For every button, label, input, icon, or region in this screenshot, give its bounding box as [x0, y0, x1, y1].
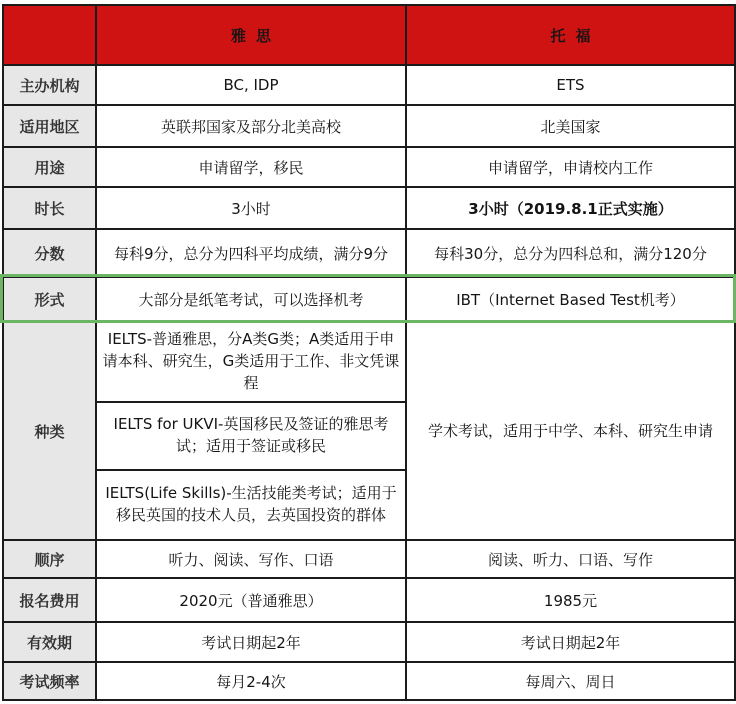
ielts-cell: 3小时: [96, 187, 406, 229]
row-organizer: [3, 65, 735, 105]
row-purpose: [3, 147, 735, 187]
toefl-cell: 1985元: [406, 578, 735, 622]
row-frequency: [3, 662, 735, 700]
row-validity: [3, 622, 735, 662]
ielts-toefl-comparison-table: [2, 4, 736, 701]
ielts-cell: 大部分是纸笔考试，可以选择机考: [96, 277, 406, 322]
header-row: [3, 5, 735, 65]
row-types-1: [3, 322, 735, 402]
row-label: 时长: [3, 187, 96, 229]
row-label: 考试频率: [3, 662, 96, 700]
row-label: 主办机构: [3, 65, 96, 105]
toefl-cell: ETS: [406, 65, 735, 105]
toefl-cell-duration-highlight: 3小时（2019.8.1正式实施）: [406, 187, 735, 229]
row-order: [3, 540, 735, 578]
ielts-type-cell-1: IELTS-普通雅思，分A类G类；A类适用于申请本科、研究生，G类适用于工作、非文凭课程: [96, 322, 406, 402]
row-score: [3, 229, 735, 277]
col-header-toefl: [406, 5, 735, 65]
row-label: 分数: [3, 229, 96, 277]
row-label: 用途: [3, 147, 96, 187]
col-header-ielts-label: 雅思: [230, 26, 281, 45]
ielts-cell: 申请留学，移民: [96, 147, 406, 187]
toefl-cell: 考试日期起2年: [406, 622, 735, 662]
row-label: 有效期: [3, 622, 96, 662]
row-label-types: 种类: [3, 322, 96, 540]
row-format: [3, 277, 735, 322]
row-label: 适用地区: [3, 105, 96, 147]
col-header-toefl-label: 托福: [550, 26, 601, 45]
toefl-cell: 申请留学，申请校内工作: [406, 147, 735, 187]
toefl-cell: 每周六、周日: [406, 662, 735, 700]
row-fee: [3, 578, 735, 622]
toefl-types-cell: 学术考试，适用于中学、本科、研究生申请: [406, 322, 735, 540]
row-label: 形式: [3, 277, 96, 322]
ielts-cell: 每科9分，总分为四科平均成绩，满分9分: [96, 229, 406, 277]
col-header-ielts: [96, 5, 406, 65]
toefl-cell: IBT（Internet Based Test机考）: [406, 277, 735, 322]
row-duration: [3, 187, 735, 229]
ielts-type-cell-3: IELTS(Life Skills)-生活技能类考试；适用于移民英国的技术人员，去英国投资的群体: [96, 470, 406, 540]
ielts-type-cell-2: IELTS for UKVI-英国移民及签证的雅思考试；适用于签证或移民: [96, 402, 406, 470]
toefl-cell: 每科30分，总分为四科总和，满分120分: [406, 229, 735, 277]
corner-cell: [3, 5, 96, 65]
toefl-cell: 阅读、听力、口语、写作: [406, 540, 735, 578]
ielts-cell: 英联邦国家及部分北美高校: [96, 105, 406, 147]
row-label: 报名费用: [3, 578, 96, 622]
ielts-cell: 考试日期起2年: [96, 622, 406, 662]
ielts-cell: 2020元（普通雅思）: [96, 578, 406, 622]
toefl-cell: 北美国家: [406, 105, 735, 147]
row-region: [3, 105, 735, 147]
ielts-cell: BC, IDP: [96, 65, 406, 105]
ielts-cell: 听力、阅读、写作、口语: [96, 540, 406, 578]
row-label: 顺序: [3, 540, 96, 578]
ielts-cell: 每月2-4次: [96, 662, 406, 700]
